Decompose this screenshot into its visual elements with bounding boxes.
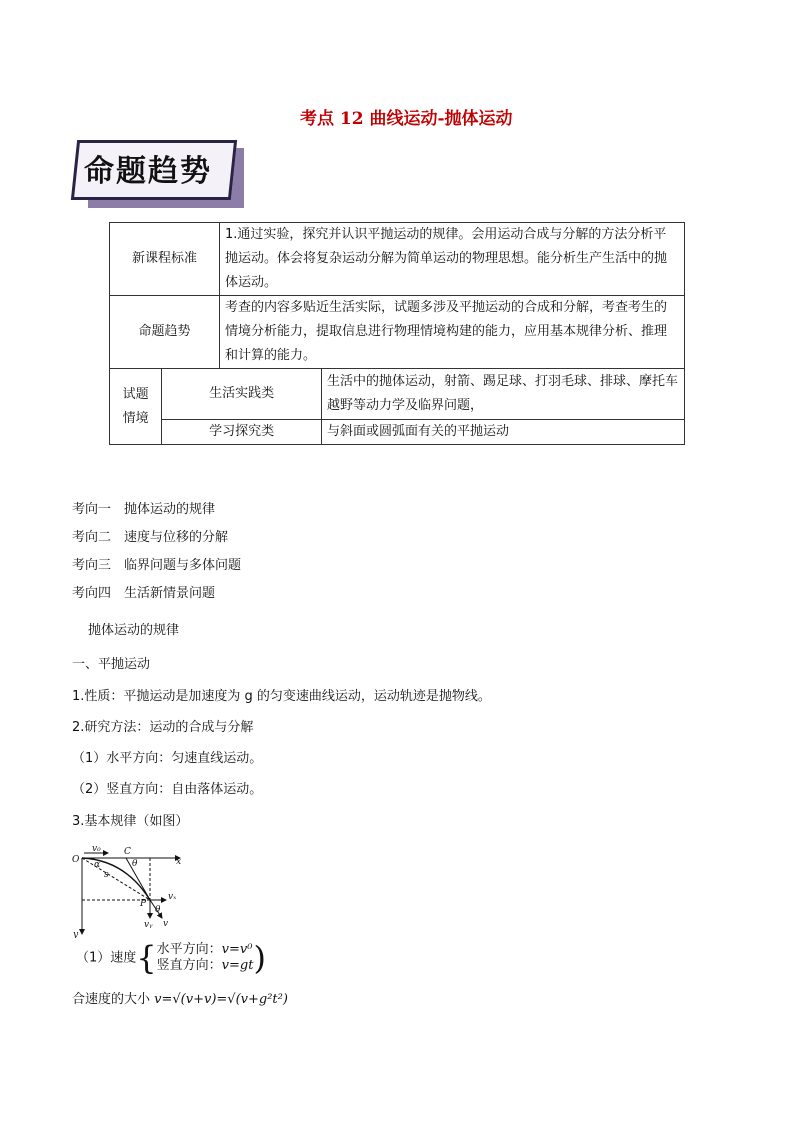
h-formula: v=v⁰ xyxy=(221,942,253,957)
tangent-line xyxy=(126,858,150,900)
scenario-label xyxy=(110,369,162,445)
paragraph-method: 2.研究方法：运动的合成与分解 xyxy=(72,720,254,735)
label-x: x xyxy=(176,857,182,867)
combined-velocity xyxy=(72,990,288,1010)
scenario-label-line1: 试题 xyxy=(122,386,149,402)
sub-heading: 一、平抛运动 xyxy=(72,657,151,672)
direction-item: 考向三 临界问题与多体问题 xyxy=(72,558,242,573)
v-formula: v=gt xyxy=(221,958,254,973)
life-content: 生活中的抛体运动，射箭、踢足球、打羽毛球、排球、摩托车越野等动力学及临界问题， xyxy=(322,369,685,420)
right-brace: ) xyxy=(253,939,266,977)
combined-label: 合速度的大小 xyxy=(72,992,151,1007)
row2-label: 命题趋势 xyxy=(110,296,220,369)
label-y: y xyxy=(73,930,79,938)
direction-item: 考向二 速度与位移的分解 xyxy=(72,530,229,545)
label-vx: vₓ xyxy=(168,892,177,902)
direction-item: 考向四 生活新情景问题 xyxy=(72,586,216,601)
projectile-figure xyxy=(70,842,195,938)
label-C: C xyxy=(124,847,131,857)
v-label: 竖直方向： xyxy=(156,958,222,973)
trend-table xyxy=(109,222,685,445)
table-row xyxy=(110,296,685,369)
h-label: 水平方向： xyxy=(156,942,222,957)
paragraph-horizontal: （1）水平方向：匀速直线运动。 xyxy=(72,751,263,766)
velocity-formula xyxy=(76,939,266,977)
section-heading: 抛体运动的规律 xyxy=(88,623,180,638)
left-brace: { xyxy=(136,939,157,977)
table-row xyxy=(110,223,685,296)
displacement-line xyxy=(82,858,150,900)
life-label: 生活实践类 xyxy=(162,369,322,420)
study-label: 学习探究类 xyxy=(162,420,322,445)
label-s: s xyxy=(104,870,109,880)
combined-formula: v=√(v+v)=√(v+g²t²) xyxy=(154,992,288,1007)
banner-text: 命题趋势 xyxy=(84,154,212,189)
label-theta-bottom: θ xyxy=(155,905,161,915)
row1-label: 新课程标准 xyxy=(110,223,220,296)
velocity-stack xyxy=(157,942,254,974)
label-alpha: α xyxy=(94,860,101,870)
row1-content: 1.通过实验，探究并认识平抛运动的规律。会用运动合成与分解的方法分析平抛运动。体会将复杂运动分解为简单运动的物理思想。能分析生产生活中的抛体运动。 xyxy=(220,223,685,296)
label-vy: vᵧ xyxy=(144,920,153,930)
page-title: 考点 12 曲线运动-抛体运动 xyxy=(300,109,513,129)
paragraph-vertical: （2）竖直方向：自由落体运动。 xyxy=(72,782,263,797)
paragraph-law: 3.基本规律（如图） xyxy=(72,814,189,829)
direction-item: 考向一 抛体运动的规律 xyxy=(72,502,216,517)
velocity-prefix: （1）速度 xyxy=(76,950,137,966)
label-O: O xyxy=(72,855,80,865)
scenario-label-line2: 情境 xyxy=(122,410,149,426)
paragraph-nature: 1.性质：平抛运动是加速度为 g 的匀变速曲线运动，运动轨迹是抛物线。 xyxy=(72,689,491,704)
label-P: P xyxy=(140,899,147,909)
table-row xyxy=(110,420,685,445)
row2-content: 考查的内容多贴近生活实际，试题多涉及平抛运动的合成和分解，考查考生的情境分析能力，提取信息进行物理情境构建的能力，应用基本规律分析、推理和计算的能力。 xyxy=(220,296,685,369)
label-theta-top: θ xyxy=(132,859,138,869)
section-banner xyxy=(74,140,244,206)
label-v0: v₀ xyxy=(92,844,101,854)
table-row xyxy=(110,369,685,420)
label-v: v xyxy=(163,919,169,929)
study-content: 与斜面或圆弧面有关的平抛运动 xyxy=(322,420,685,445)
